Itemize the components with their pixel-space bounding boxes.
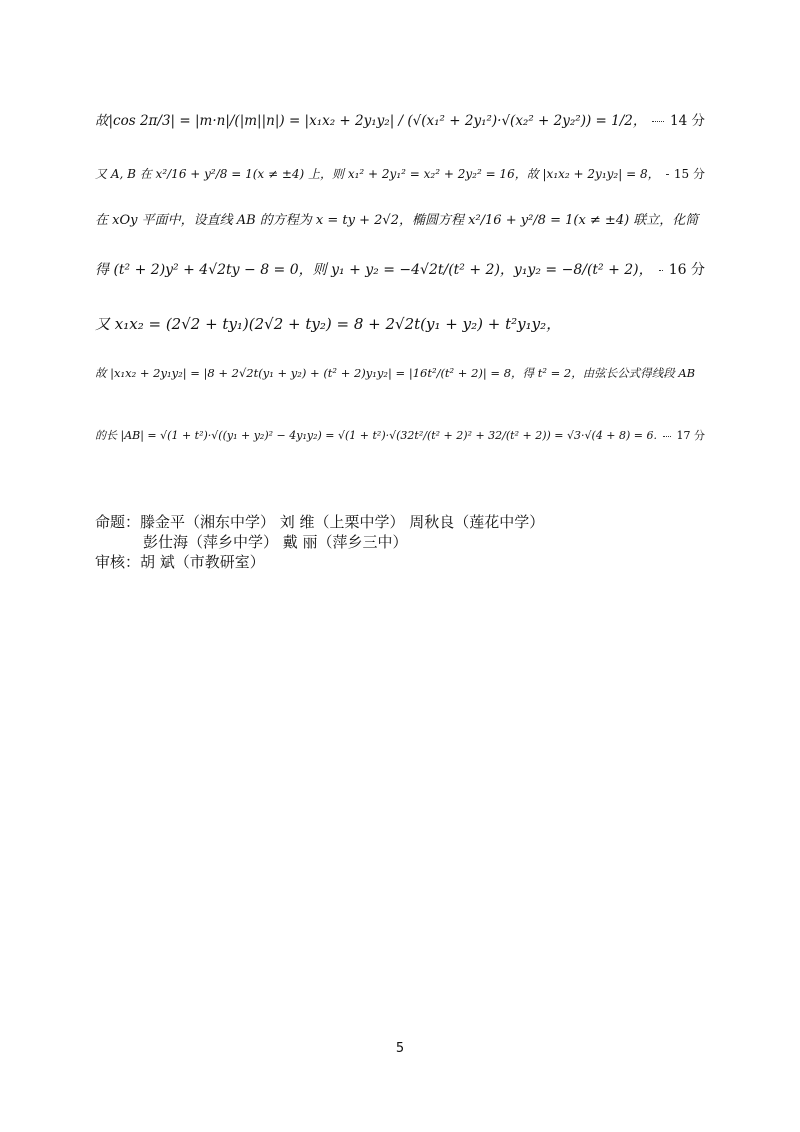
score-14: 14 分 [670, 113, 705, 129]
solution-line-7-text: 的长 |AB| = √(1 + t²)·√((y₁ + y₂)² − 4y₁y₂) = √(1 + t²)·√(32t²/(t² + 2)² + 32/(t² + 2)) = √3·√(4 + 8) = 6. [95, 429, 658, 442]
solution-line-2 [95, 163, 705, 185]
leader-dots-4 [659, 270, 663, 271]
page-number: 5 [395, 1041, 405, 1056]
solution-line-5 [95, 313, 705, 335]
credits-authors-line-1: 命题：滕金平（湘东中学） 刘 维（上栗中学） 周秋良（莲花中学） [95, 513, 545, 531]
solution-line-3-text: 在 xOy 平面中，设直线 AB 的方程为 x = ty + 2√2，椭圆方程 x²/16 + y²/8 = 1(x ≠ ±4) 联立，化简 [95, 213, 699, 228]
leader-dots-2 [666, 174, 668, 175]
solution-line-3 [95, 210, 705, 232]
leader-dots-7 [663, 436, 670, 437]
solution-line-6 [95, 362, 705, 384]
solution-line-6-text: 故 |x₁x₂ + 2y₁y₂| = |8 + 2√2t(y₁ + y₂) + (t² + 2)y₁y₂| = |16t²/(t² + 2)| = 8，得 t² = 2，由弦长公式得线段 AB [95, 366, 696, 380]
solution-line-4-text: 得 (t² + 2)y² + 4√2ty − 8 = 0，则 y₁ + y₂ = −4√2t/(t² + 2)，y₁y₂ = −8/(t² + 2)， [95, 262, 653, 278]
credits-block [95, 512, 705, 572]
solution-line-1 [95, 110, 705, 132]
solution-line-1-text: 故|cos 2π/3| = |m·n|/(|m||n|) = |x₁x₂ + 2y₁y₂| / (√(x₁² + 2y₁²)·√(x₂² + 2y₂²)) = 1/2， [95, 113, 647, 129]
solution-line-5-text: 又 x₁x₂ = (2√2 + ty₁)(2√2 + ty₂) = 8 + 2√2t(y₁ + y₂) + t²y₁y₂， [95, 315, 562, 333]
solution-line-2-text: 又 A, B 在 x²/16 + y²/8 = 1(x ≠ ±4) 上，则 x₁² + 2y₁² = x₂² + 2y₂² = 16，故 |x₁x₂ + 2y₁y₂| = 8， [95, 167, 660, 181]
credits-reviewer-line: 审核：胡 斌（市教研室） [95, 553, 265, 571]
solution-line-7 [95, 425, 705, 447]
score-17: 17 分 [676, 429, 705, 442]
solution-line-4 [95, 259, 705, 281]
leader-dots-1 [652, 121, 664, 122]
credits-authors-line-2: 彭仕海（萍乡中学） 戴 丽（萍乡三中） [143, 533, 408, 551]
score-15: 15 分 [673, 167, 705, 181]
score-16: 16 分 [668, 262, 705, 278]
